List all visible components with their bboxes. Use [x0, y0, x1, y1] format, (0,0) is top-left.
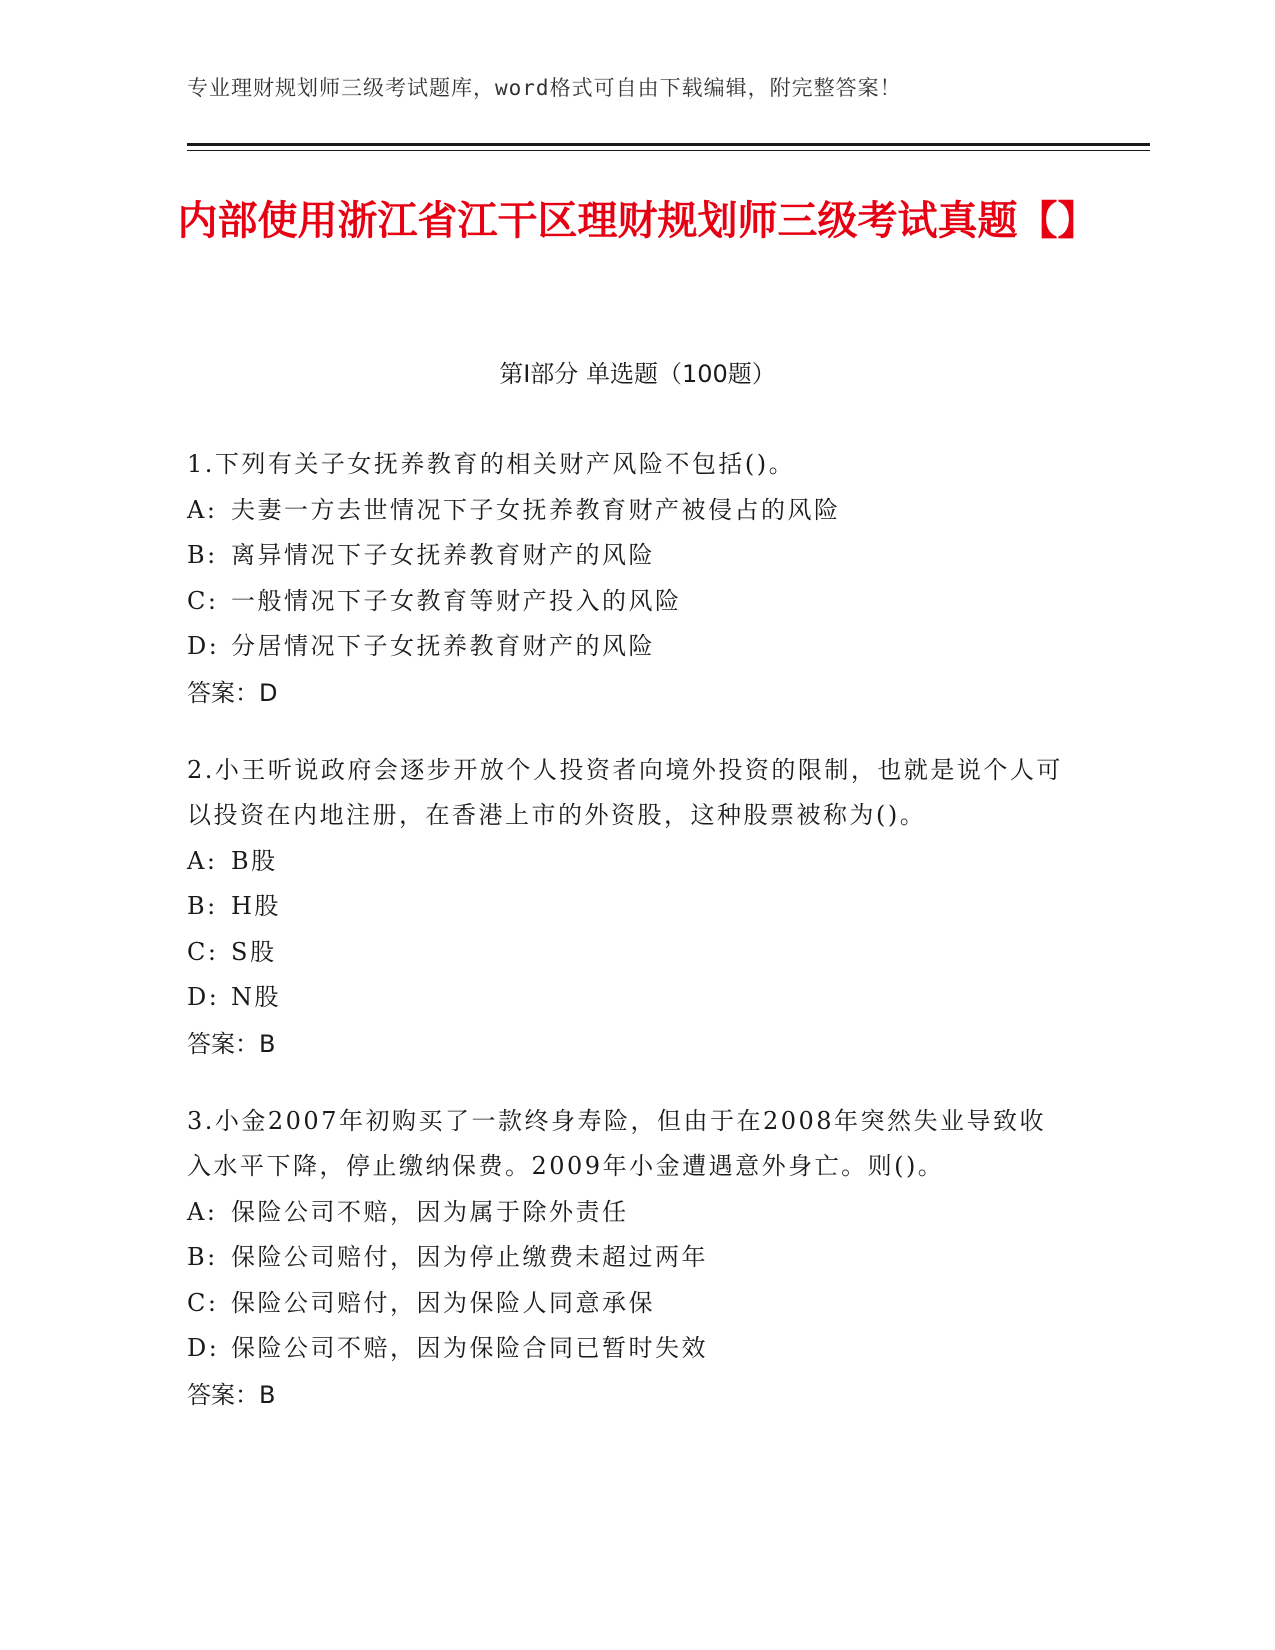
option-d	[187, 975, 1067, 1021]
option-letter: D:	[187, 983, 220, 1011]
option-a	[187, 1190, 1067, 1236]
page-header: 专业理财规划师三级考试题库，word格式可自由下载编辑，附完整答案！	[187, 76, 902, 100]
option-text: 一般情况下子女教育等财产投入的风险	[231, 586, 682, 615]
answer-line: 答案：D	[187, 678, 278, 707]
option-text: 分居情况下子女抚养教育财产的风险	[231, 632, 655, 660]
question-stem: 2.小王听说政府会逐步开放个人投资者向境外投资的限制，也就是说个人可以投资在内地注册，在香港上市的外资股，这种股票被称为()。	[187, 755, 1063, 829]
question-stem: 1.下列有关子女抚养教育的相关财产风险不包括()。	[187, 450, 796, 478]
option-letter: C:	[187, 1288, 219, 1317]
option-letter: D:	[187, 1334, 220, 1362]
question-list	[187, 442, 1067, 1450]
option-text: 保险公司赔付，因为停止缴费未超过两年	[231, 1243, 708, 1271]
option-letter: B:	[187, 1243, 218, 1271]
option-letter: C:	[187, 937, 219, 966]
option-c	[187, 579, 1067, 625]
option-c	[187, 930, 1067, 976]
option-b	[187, 1235, 1067, 1281]
option-letter: B:	[187, 541, 218, 569]
option-text: N股	[231, 983, 281, 1011]
option-text: H股	[231, 892, 281, 920]
question-1	[187, 442, 1067, 716]
answer-line: 答案：B	[187, 1380, 276, 1409]
option-c	[187, 1281, 1067, 1327]
header-divider-thick	[187, 143, 1150, 146]
option-text: 保险公司赔付，因为保险人同意承保	[231, 1288, 655, 1317]
question-stem: 3.小金2007年初购买了一款终身寿险，但由于在2008年突然失业导致收入水平下降，停止缴纳保费。2009年小金遭遇意外身亡。则()。	[187, 1106, 1047, 1180]
document-title: 内部使用浙江省江干区理财规划师三级考试真题【】	[177, 198, 1098, 244]
option-text: S股	[231, 937, 277, 966]
option-letter: A:	[187, 1197, 218, 1226]
option-d	[187, 1326, 1067, 1372]
option-text: 离异情况下子女抚养教育财产的风险	[231, 541, 655, 569]
option-d	[187, 624, 1067, 670]
option-letter: A:	[187, 846, 218, 875]
option-letter: D:	[187, 632, 220, 660]
answer-line: 答案：B	[187, 1029, 276, 1058]
option-letter: C:	[187, 586, 219, 615]
option-text: 保险公司不赔，因为属于除外责任	[231, 1197, 629, 1226]
question-3	[187, 1099, 1067, 1418]
option-a	[187, 488, 1067, 534]
option-b	[187, 533, 1067, 579]
section-title: 第Ⅰ部分 单选题（100题）	[499, 360, 776, 388]
question-2	[187, 748, 1067, 1067]
option-letter: A:	[187, 495, 218, 524]
option-a	[187, 839, 1067, 885]
option-text: 夫妻一方去世情况下子女抚养教育财产被侵占的风险	[231, 495, 841, 524]
option-text: B股	[231, 846, 278, 875]
option-text: 保险公司不赔，因为保险合同已暂时失效	[231, 1334, 708, 1362]
header-divider-thin	[187, 150, 1150, 151]
option-letter: B:	[187, 892, 218, 920]
option-b	[187, 884, 1067, 930]
